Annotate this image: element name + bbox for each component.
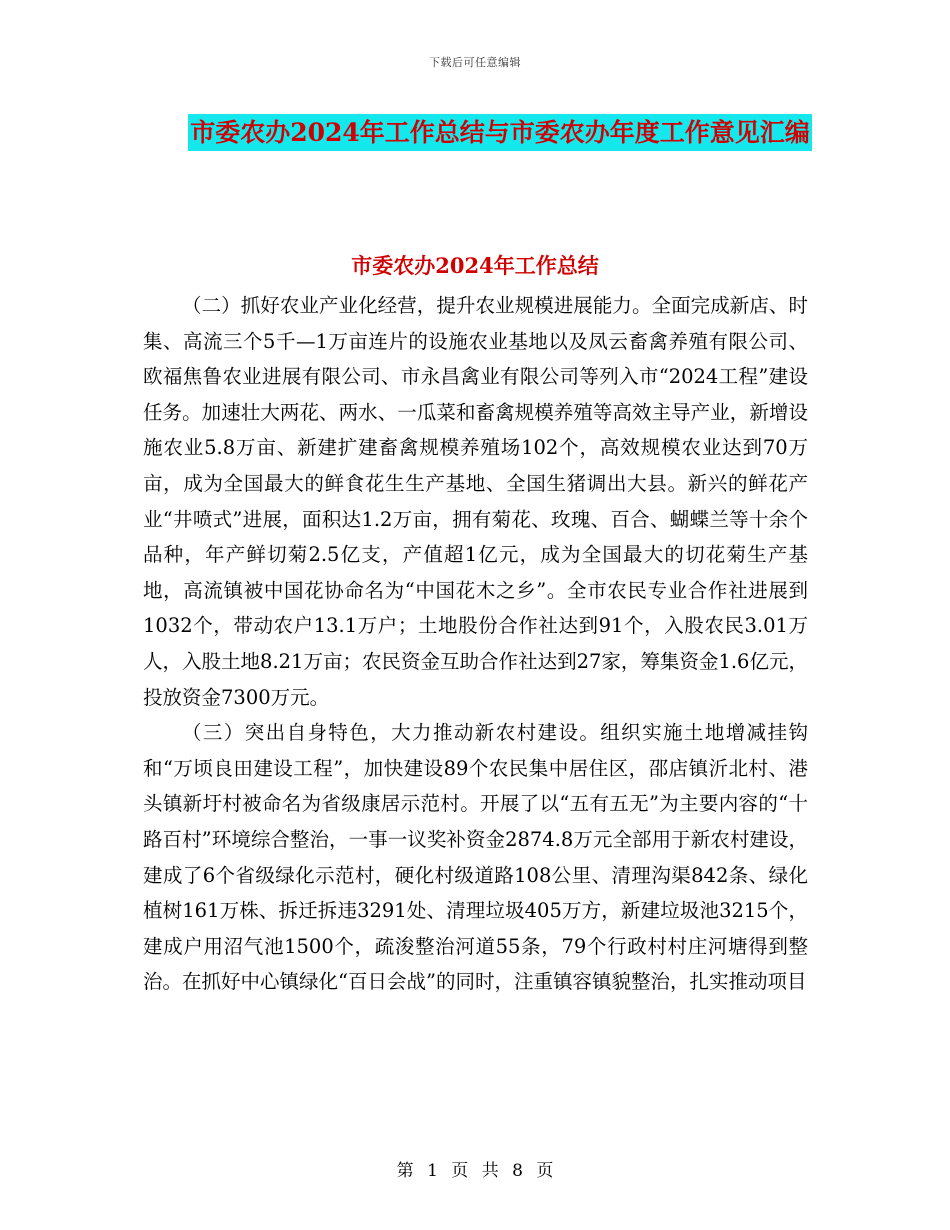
document-title (185, 108, 815, 158)
page-number: 第 1 页 共 8 页 (396, 1161, 554, 1181)
document-body (143, 288, 808, 1000)
paragraph: （三）突出自身特色，大力推动新农村建设。组织实施土地增减挂钩和“万顷良田建设工程”，加快建设89个农民集中居住区，邵店镇沂北村、港头镇新圩村被命名为省级康居示范村。开展了以“五有五无”为主要内容的“十路百村”环境综合整治，一事一议奖补资金2874.8万元全部用于新农村建设，建成了6个省级绿化示范村，硬化村级道路108公里、清理沟渠842条、绿化植树161万株、拆迁拆违3291处、清理垃圾405万方，新建垃圾池3215个，建成户用沼气池1500个，疏浚整治河道55条，79个行政村村庄河塘得到整治。在抓好中心镇绿化“百日会战”的同时，注重镇容镇貌整治，扎实推动项目 (143, 721, 808, 994)
page-header-note: 下载后可任意编辑 (429, 56, 521, 69)
paragraph: （二）抓好农业产业化经营，提升农业规模进展能力。全面完成新店、时集、高流三个5千—1万亩连片的设施农业基地以及凤云畜禽养殖有限公司、欧福焦鲁农业进展有限公司、市永昌禽业有限公司等列入市“2024工程”建设任务。加速壮大两花、两水、一瓜菜和畜禽规模养殖等高效主导产业，新增设施农业5.8万亩、新建扩建畜禽规模养殖场102个，高效规模农业达到70万亩，成为全国最大的鲜食花生生产基地、全国生猪调出大县。新兴的鲜花产业“井喷式”进展，面积达1.2万亩，拥有菊花、玫瑰、百合、蝴蝶兰等十余个品种，年产鲜切菊2.5亿支，产值超1亿元，成为全国最大的切花菊生产基地，高流镇被中国花协命名为“中国花木之乡”。全市农民专业合作社进展到1032个，带动农户13.1万户；土地股份合作社达到91个，入股农民3.01万人，入股土地8.21万亩；农民资金互助合作社达到27家，筹集资金1.6亿元，投放资金7300万元。 (143, 294, 808, 709)
section-title: 市委农办2024年工作总结 (351, 253, 599, 278)
document-title-text: 市委农办2024年工作总结与市委农办年度工作意见汇编 (188, 114, 812, 151)
